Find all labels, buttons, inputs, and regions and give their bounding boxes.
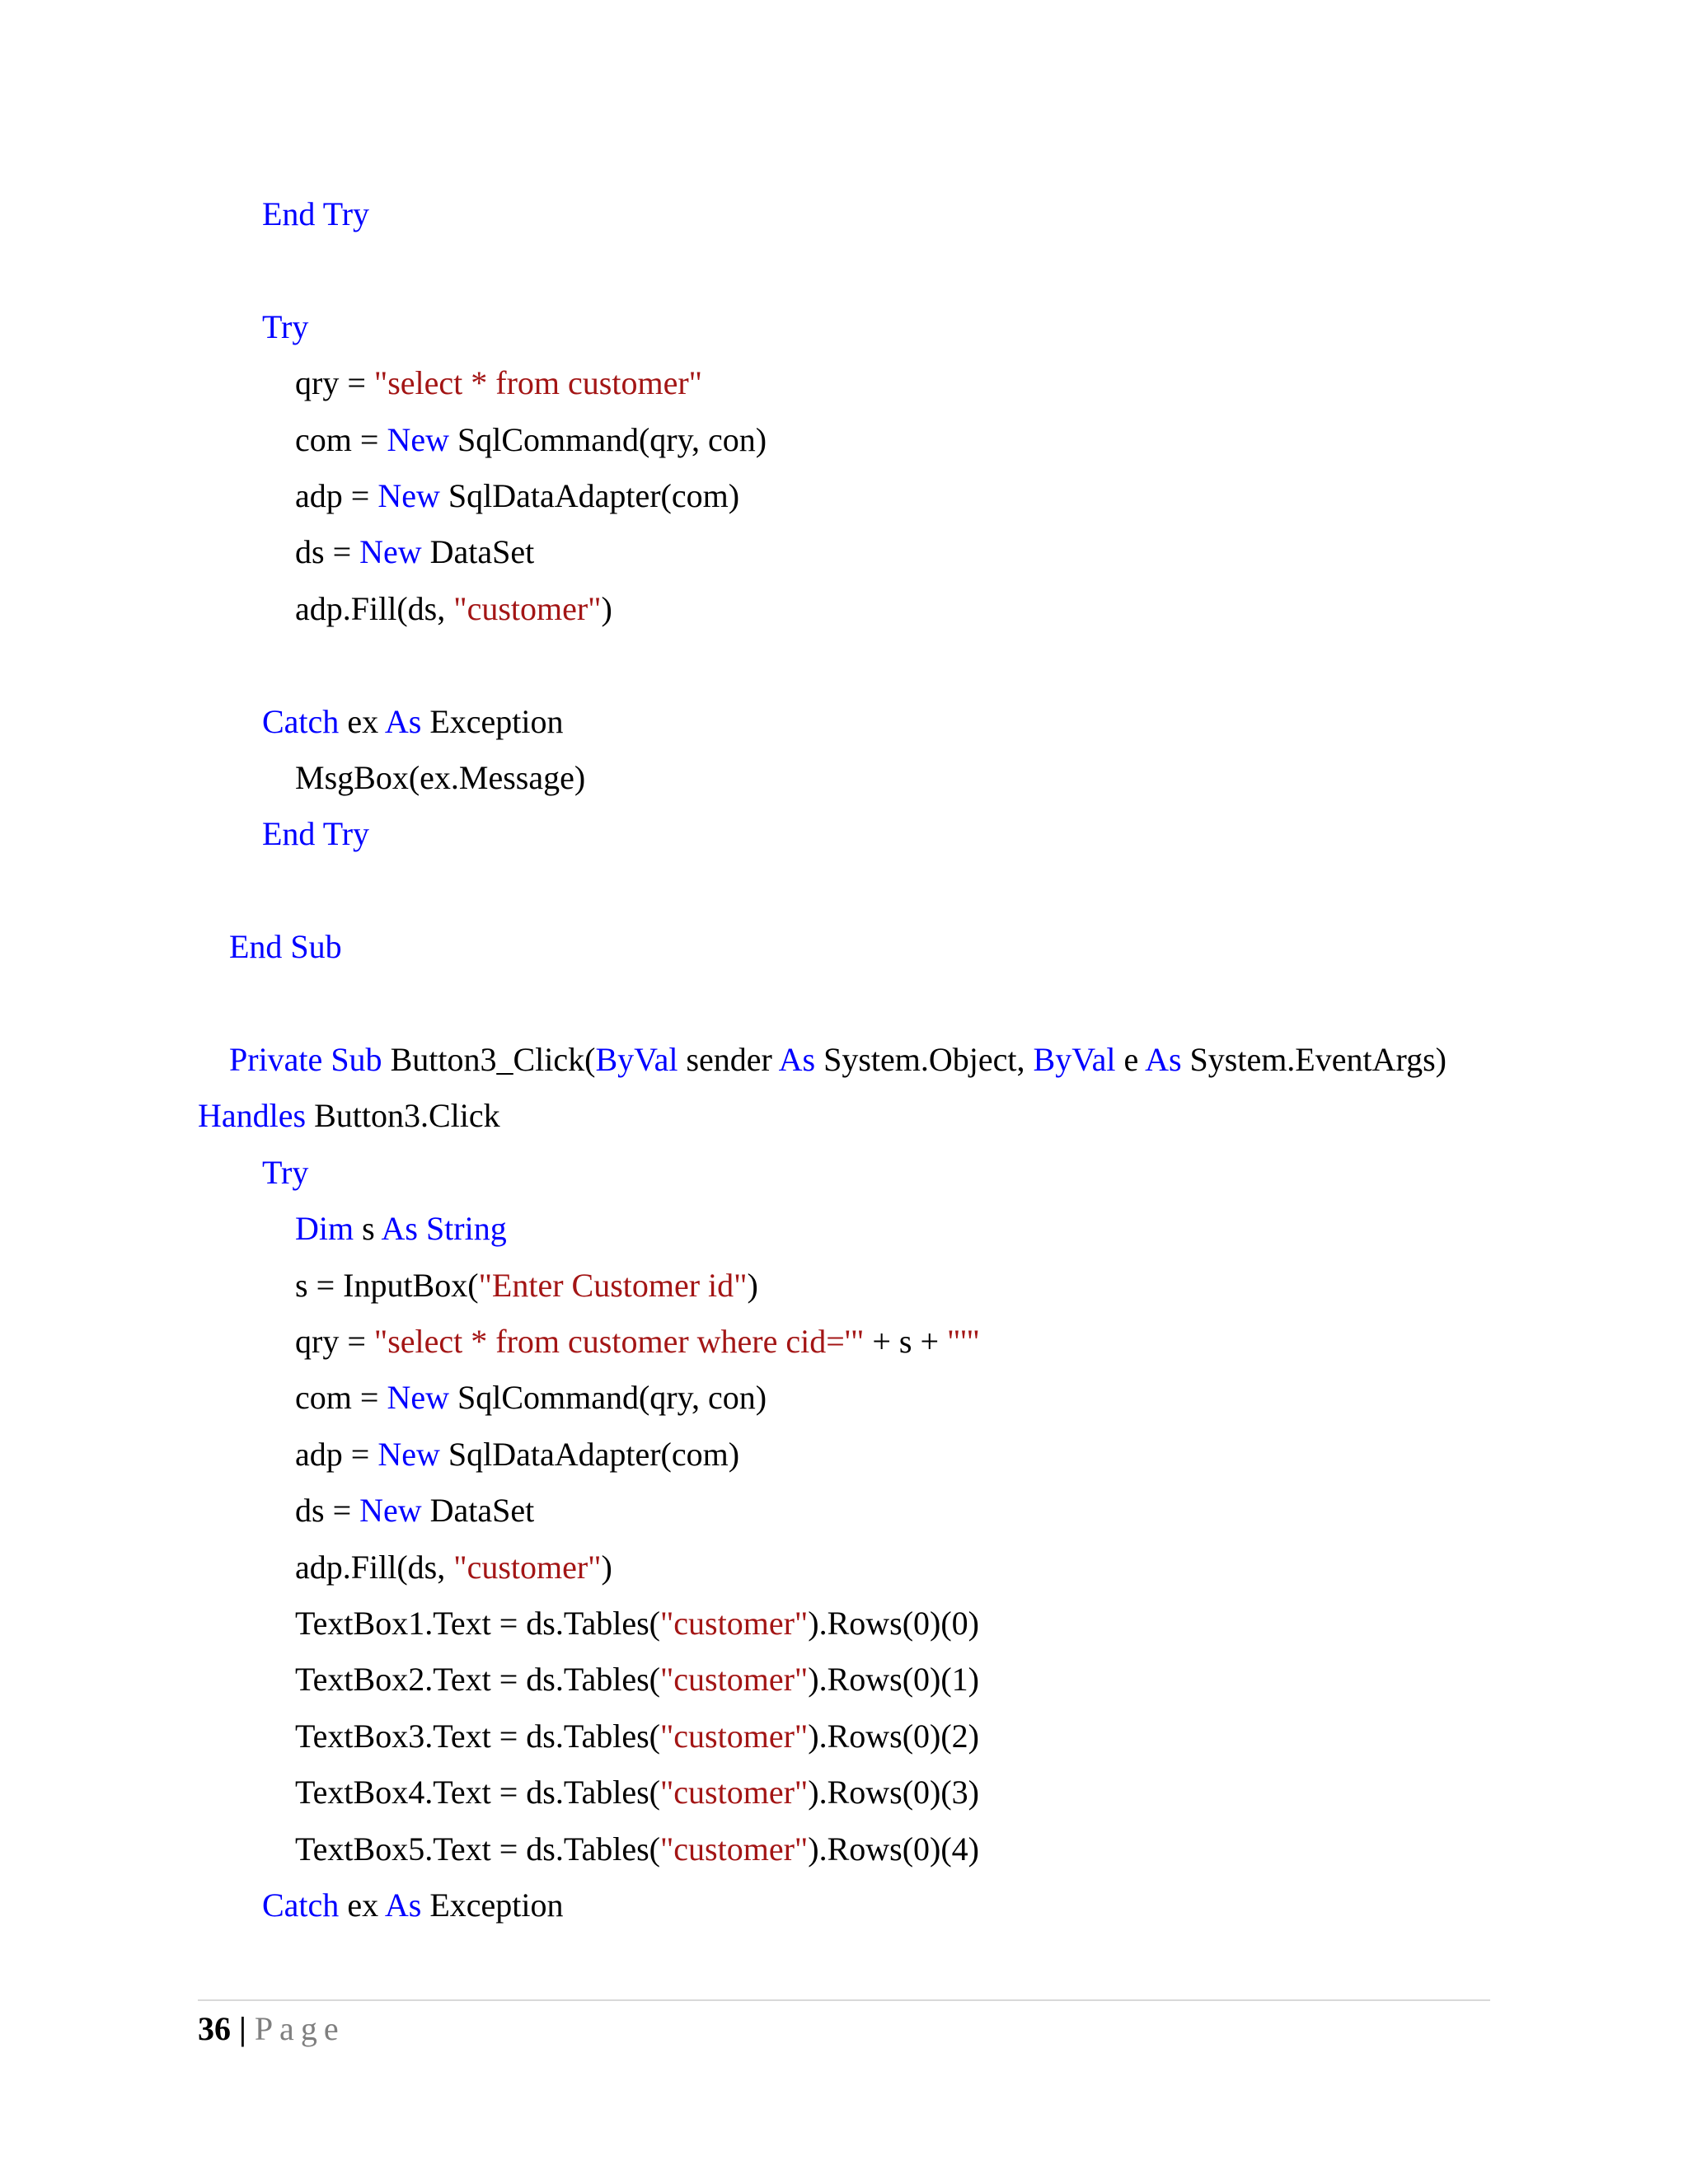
code-string: "Enter Customer id" xyxy=(478,1267,748,1304)
code-string: "customer" xyxy=(659,1605,809,1642)
code-text: sender xyxy=(678,1041,779,1078)
code-keyword: Try xyxy=(262,308,309,345)
code-line xyxy=(262,194,369,234)
code-text: qry = xyxy=(295,1323,374,1360)
code-line xyxy=(295,1266,758,1305)
code-keyword: Handles xyxy=(198,1097,307,1134)
code-text: s xyxy=(354,1210,382,1247)
code-line xyxy=(295,1604,979,1643)
code-text: com = xyxy=(295,1379,387,1416)
code-text: adp.Fill(ds, xyxy=(295,1549,454,1586)
code-text: adp = xyxy=(295,1436,378,1473)
page-label: Page xyxy=(254,2010,345,2047)
code-text: TextBox2.Text = ds.Tables( xyxy=(295,1661,660,1698)
code-string: "customer" xyxy=(659,1661,809,1698)
code-string: "customer" xyxy=(659,1718,809,1755)
code-text: TextBox3.Text = ds.Tables( xyxy=(295,1718,660,1755)
code-line xyxy=(295,420,767,460)
code-text: ).Rows(0)(2) xyxy=(808,1718,979,1755)
code-text: Button3.Click xyxy=(306,1097,500,1134)
code-keyword: Private xyxy=(229,1041,323,1078)
footer-separator: | xyxy=(231,2010,255,2047)
code-text: MsgBox(ex.Message) xyxy=(295,759,586,796)
code-string: "customer" xyxy=(453,590,602,627)
code-keyword: As xyxy=(384,703,422,740)
code-line xyxy=(295,589,612,629)
code-keyword: As xyxy=(1145,1041,1182,1078)
code-text xyxy=(418,1210,426,1247)
code-text xyxy=(322,1041,331,1078)
code-string: "'" xyxy=(947,1323,980,1360)
code-line xyxy=(295,1322,980,1361)
code-keyword: New xyxy=(387,1379,449,1416)
code-line xyxy=(295,532,534,572)
code-text: adp.Fill(ds, xyxy=(295,590,454,627)
code-keyword: Dim xyxy=(295,1210,354,1247)
code-keyword: As xyxy=(381,1210,418,1247)
code-keyword: New xyxy=(377,477,440,514)
code-text: TextBox4.Text = ds.Tables( xyxy=(295,1774,660,1811)
code-text: DataSet xyxy=(421,533,535,570)
code-line xyxy=(295,476,739,516)
code-keyword: Sub xyxy=(331,1041,382,1078)
code-keyword: New xyxy=(377,1436,440,1473)
code-keyword: Catch xyxy=(262,703,340,740)
code-text: ) xyxy=(601,1549,612,1586)
code-text: ds = xyxy=(295,1492,360,1529)
code-string: "select * from customer where cid='" xyxy=(373,1323,865,1360)
code-keyword: New xyxy=(359,1492,422,1529)
code-keyword: Try xyxy=(262,1154,309,1191)
code-text: adp = xyxy=(295,477,378,514)
code-text: + s + xyxy=(864,1323,948,1360)
code-text: ex xyxy=(339,1886,385,1924)
code-text: e xyxy=(1115,1041,1146,1078)
code-keyword: As xyxy=(384,1886,422,1924)
code-keyword: ByVal xyxy=(1033,1041,1116,1078)
code-line xyxy=(229,1040,1447,1080)
code-text: ).Rows(0)(0) xyxy=(808,1605,979,1642)
code-text: ex xyxy=(339,703,385,740)
code-text: SqlCommand(qry, con) xyxy=(448,421,767,458)
code-line xyxy=(229,927,342,967)
code-text: TextBox5.Text = ds.Tables( xyxy=(295,1830,660,1868)
code-text: com = xyxy=(295,421,387,458)
code-line xyxy=(198,1096,500,1136)
code-line xyxy=(295,1378,767,1418)
code-text: Button3_Click( xyxy=(382,1041,596,1078)
code-keyword: New xyxy=(359,533,422,570)
code-line xyxy=(295,1491,534,1530)
code-keyword: End Sub xyxy=(229,928,342,965)
code-text: SqlCommand(qry, con) xyxy=(448,1379,767,1416)
code-line xyxy=(295,1830,979,1869)
code-string: "customer" xyxy=(659,1830,809,1868)
code-text: ).Rows(0)(3) xyxy=(808,1774,979,1811)
code-keyword: New xyxy=(387,421,449,458)
code-text: ).Rows(0)(4) xyxy=(808,1830,979,1868)
code-text: ).Rows(0)(1) xyxy=(808,1661,979,1698)
page-footer xyxy=(198,2009,345,2049)
code-line xyxy=(295,363,702,403)
code-text: ) xyxy=(747,1267,758,1304)
code-text: System.EventArgs) xyxy=(1181,1041,1447,1078)
code-keyword: End Try xyxy=(262,195,370,232)
code-string: "customer" xyxy=(453,1549,602,1586)
code-text: ds = xyxy=(295,533,360,570)
footer-divider xyxy=(198,1999,1490,2001)
code-line xyxy=(295,1773,979,1812)
code-line xyxy=(262,307,308,347)
code-keyword: ByVal xyxy=(595,1041,678,1078)
page-number: 36 xyxy=(198,2010,231,2047)
code-line xyxy=(295,1435,739,1474)
code-string: "customer" xyxy=(659,1774,809,1811)
code-text: qry = xyxy=(295,364,374,401)
code-text: Exception xyxy=(421,1886,564,1924)
code-text: System.Object, xyxy=(815,1041,1034,1078)
code-text: SqlDataAdapter(com) xyxy=(439,1436,740,1473)
code-keyword: As xyxy=(778,1041,816,1078)
code-line xyxy=(262,1153,308,1193)
code-string: "select * from customer" xyxy=(373,364,702,401)
code-line xyxy=(295,1548,612,1587)
code-line xyxy=(295,1209,507,1249)
code-line xyxy=(295,1717,979,1756)
code-keyword: String xyxy=(425,1210,507,1247)
code-keyword: End Try xyxy=(262,815,370,852)
code-text: TextBox1.Text = ds.Tables( xyxy=(295,1605,660,1642)
code-text: s = InputBox( xyxy=(295,1267,479,1304)
code-line xyxy=(262,1886,563,1925)
code-text: Exception xyxy=(421,703,564,740)
code-text: DataSet xyxy=(421,1492,535,1529)
code-text: ) xyxy=(601,590,612,627)
code-line xyxy=(295,1660,979,1699)
code-keyword: Catch xyxy=(262,1886,340,1924)
code-line xyxy=(295,758,585,798)
code-line xyxy=(262,814,369,854)
code-text: SqlDataAdapter(com) xyxy=(439,477,740,514)
code-line xyxy=(262,702,563,742)
